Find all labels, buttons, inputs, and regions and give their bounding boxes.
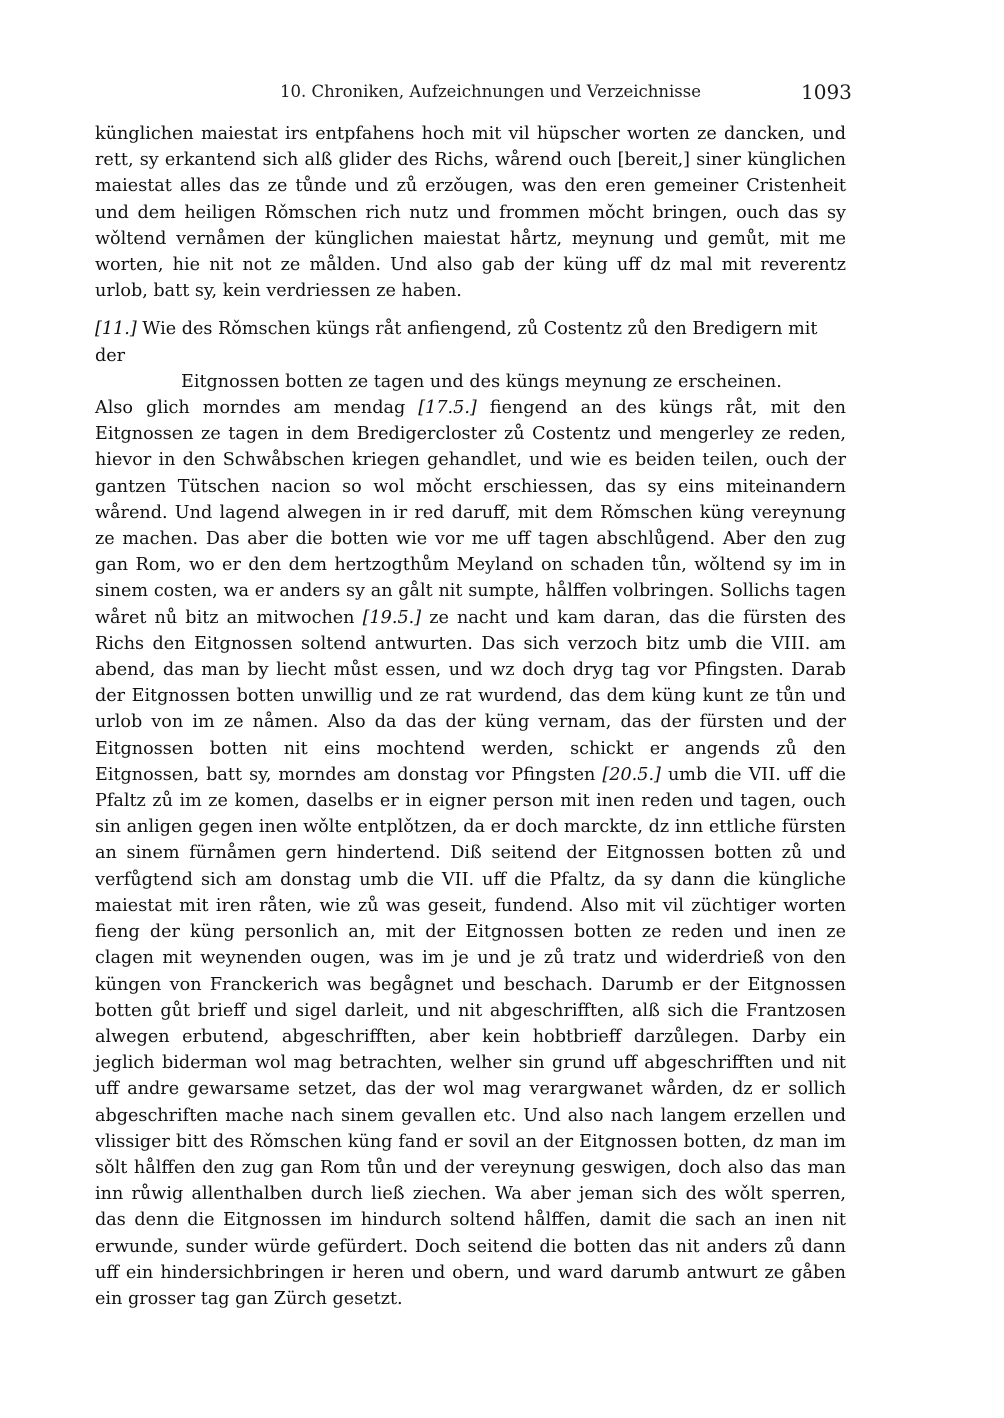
editorial-date: [17.5.] xyxy=(418,398,477,419)
paragraph-text: umb die VII. uff die Pfaltz zů im ze komen, daselbs er in eigner person mit inen reden und tagen, ouch sin anligen gegen inen wǒlte entplǒtzen, da er doch marckte, dz inn ettliche fürsten an sinem fürnåmen gern hindertend. Diß seitend der Eitgnossen botten zů und verfůgtend sich am donstag umb die VII. uff die Pfaltz, da sy dann die küngliche maiestat mit iren råten, wie zů was geseit, fundend. Also mit vil züchtiger worten fieng der küng personlich an, mit der Eitgnossen botten ze reden und inen ze clagen mit weynenden ougen, was im je und je zů tratz und widerdrieß von den küngen von Franckerich was begågnet und beschach. Darumb er der Eitgnossen botten gůt brieff und sigel darleit, und nit abgeschrifften, alß sich die Frantzosen alwegen erbutend, abgeschrifften, aber kein hobtbrieff darzůlegen. Darby ein jeglich biderman wol mag betrachten, welher sin grund uff abgeschrifften und nit uff andre gewarsame setzet, das der wol mag verargwanet wården, dz er sollich abgeschriften mache nach sinem gevallen etc. Und also nach langem erzellen und vlissiger bitt des Rǒmschen küng fand er sovil an der Eitgnossen botten, dz man im sǒlt hålffen den zug gan Rom tůn und der vereynung geswigen, doch also das man inn růwig allenthalben durch ließ ziechen. Wa aber jeman sich des wǒlt sperren, das denn die Eitgnossen im hindurch soltend hålffen, damit die sach an inen nit erwunde, sunder würde gefürdert. Doch seitend die botten das nit anders zů dann uff ein hindersichbringen ir heren und obern, und ward darumb antwurt ze gåben ein grosser tag gan Zürch gesetzt. xyxy=(95,764,846,1309)
page-number: 1093 xyxy=(801,80,852,104)
section-heading-line2: Eitgnossen botten ze tagen und des küngs meynung ze erscheinen. xyxy=(181,371,782,392)
section-number: [11.] xyxy=(95,319,137,340)
paragraph-text: ze nacht und kam daran, das die fürsten des Richs den Eitgnossen soltend antwurten. Das sich verzoch bitz umb die VIII. am abend, das man by liecht můst essen, und wz doch dryg tag vor Pfingsten. Darab der Eitgnossen botten unwillig und ze rat wurdend, das dem küng kunt ze tůn und urlob von im ze nåmen. Also da das der küng vernam, das der fürsten und der Eitgnossen botten nit eins mochtend werden, schickt er angends zů den Eitgnossen, batt sy, morndes am donstag vor Pfingsten xyxy=(95,607,846,785)
page-body xyxy=(95,121,846,1312)
editorial-date: [19.5.] xyxy=(362,607,422,628)
editorial-date: [20.5.] xyxy=(602,764,661,785)
running-header: 10. Chroniken, Aufzeichnungen und Verzeichnisse xyxy=(280,82,701,101)
paragraph-main xyxy=(95,395,846,1312)
section-heading-line1 xyxy=(95,316,846,368)
section-heading-text: Wie des Rǒmschen küngs råt anfiengend, zů Costentz zů den Bredigern mit der xyxy=(95,319,818,366)
section-heading xyxy=(95,316,846,395)
paragraph-text: Also glich morndes am mendag xyxy=(95,398,419,419)
paragraph-continuation: künglichen maiestat irs entpfahens hoch mit vil hüpscher worten ze dancken, und rett, sy erkantend sich alß glider des Richs, wårend ouch [bereit,] siner künglichen maiestat alles das ze tůnde und zů erzǒugen, was den eren gemeiner Cristenheit und dem heiligen Rǒmschen rich nutz und frommen mǒcht bringen, ouch das sy wǒltend vernåmen der künglichen maiestat hårtz, meynung und gemůt, mit me worten, hie nit not ze målden. Und also gab der küng uff dz mal mit reverentz urlob, batt sy, kein verdriessen ze haben. xyxy=(95,124,846,302)
paragraph-text: fiengend an des küngs råt, mit den Eitgnossen ze tagen in dem Bredigercloster zů Costentz und mengerley ze reden, hievor in den Schwåbschen kriegen gehandlet, und wie es beiden teilen, ouch der gantzen Tütschen nacion so wol mǒcht erschiessen, das sy eins miteinandern wårend. Und lagend alwegen in ir red daruff, mit dem Rǒmschen küng vereynung ze machen. Das aber die botten wie vor me uff tagen abschlůgend. Aber den zug gan Rom, wo er den dem hertzogthům Meyland on schaden tůn, wǒltend sy im in sinem costen, wa er anders sy an gålt nit sumpte, hålffen volbringen. Sollichs tagen wåret nů bitz an mitwochen xyxy=(95,398,847,628)
